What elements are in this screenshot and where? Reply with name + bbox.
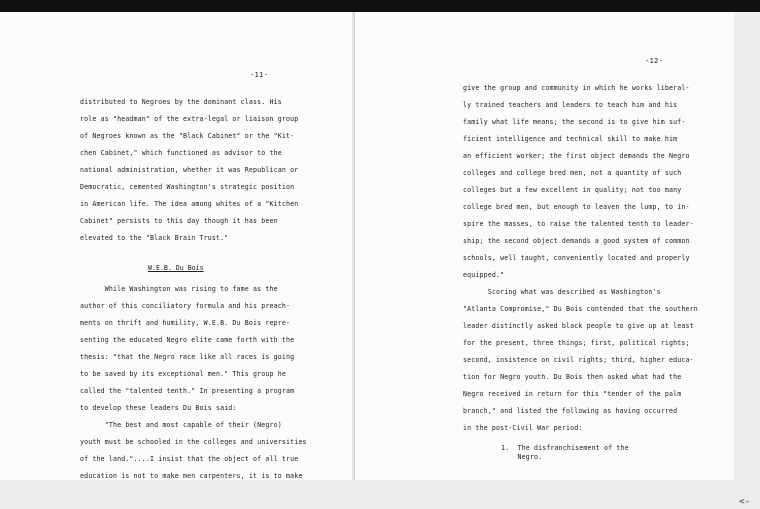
text-line: to be saved by its exceptional men." This group he bbox=[80, 370, 286, 378]
text-line: colleges and college bred men, not a quantity of such bbox=[463, 169, 682, 177]
text-line: college bred men, but enough to leaven the lump, to in- bbox=[463, 203, 690, 211]
text-line: ly trained teachers and leaders to teach him and his bbox=[463, 101, 678, 109]
list-item: Negro. bbox=[501, 453, 543, 461]
text-line: elevated to the "Black Brain Trust." bbox=[80, 234, 229, 242]
scan-bottom-strip bbox=[0, 480, 760, 509]
text-line: Democratic, cemented Washington's strategic position bbox=[80, 183, 295, 191]
text-line: ficient intelligence and technical skill to make him bbox=[463, 135, 678, 143]
quote-line: education is not to make men carpenters, it is to make bbox=[80, 472, 303, 480]
margin-arrow-mark: <- bbox=[739, 497, 750, 507]
text-line: in American life. The idea among whites of a "Kitchen bbox=[80, 200, 299, 208]
right-page bbox=[354, 12, 735, 480]
text-line: called the "talented tenth." In presenting a program bbox=[80, 387, 295, 395]
text-line: branch," and listed the following as having occurred bbox=[463, 407, 678, 415]
text-line: senting the educated Negro elite came forth with the bbox=[80, 336, 295, 344]
quote-line: of the land."....I insist that the object of all true bbox=[80, 455, 299, 463]
text-line: colleges but a few excellent in quality; not too many bbox=[463, 186, 682, 194]
text-line: distributed to Negroes by the dominant class. His bbox=[80, 98, 282, 106]
text-line: Scoring what was described as Washington's bbox=[463, 288, 661, 296]
text-line: leader distinctly asked black people to give up at least bbox=[463, 322, 694, 330]
text-line: While Washington was rising to fame as the bbox=[80, 285, 278, 293]
text-line: family what life means; the second is to give him suf- bbox=[463, 118, 686, 126]
text-line: equipped." bbox=[463, 271, 505, 279]
text-line: of Negroes known as the "Black Cabinet" or the "Kit- bbox=[80, 132, 295, 140]
section-heading: W.E.B. Du Bois bbox=[148, 264, 204, 272]
quote-line: "The best and most capable of their (Negro) bbox=[80, 421, 282, 429]
left-page bbox=[0, 12, 352, 480]
text-line: schools, well taught, conveniently located and properly bbox=[463, 254, 690, 262]
text-line: national administration, whether it was Republican or bbox=[80, 166, 299, 174]
text-line: thesis: "that the Negro race like all races is going bbox=[80, 353, 295, 361]
text-line: Cabinet" persists to this day though it has been bbox=[80, 217, 278, 225]
text-line: in the post-Civil War period: bbox=[463, 424, 583, 432]
text-line: tion for Negro youth. Du Bois then asked what had the bbox=[463, 373, 682, 381]
scan-right-margin bbox=[734, 12, 760, 509]
text-line: ship; the second object demands a good system of common bbox=[463, 237, 690, 245]
text-line: role as "headman" of the extra-legal or liaison group bbox=[80, 115, 299, 123]
text-line: chen Cabinet," which functioned as advisor to the bbox=[80, 149, 282, 157]
text-line: for the present, three things; first, political rights; bbox=[463, 339, 690, 347]
text-line: to develop these leaders Du Bois said: bbox=[80, 404, 237, 412]
page-number-left: -11- bbox=[250, 70, 269, 79]
page-number-right: -12- bbox=[645, 56, 664, 65]
text-line: "Atlanta Compromise," Du Bois contended that the southern bbox=[463, 305, 698, 313]
text-line: Negro received in return for this "tender of the palm bbox=[463, 390, 682, 398]
scan-top-edge bbox=[0, 0, 760, 12]
quote-line: youth must be schooled in the colleges and universities bbox=[80, 438, 307, 446]
text-line: give the group and community in which he works liberal- bbox=[463, 84, 690, 92]
list-item: 1. The disfranchisement of the bbox=[501, 444, 629, 452]
text-line: ments on thrift and humility, W.E.B. Du Bois repre- bbox=[80, 319, 291, 327]
text-line: author of this conciliatory formula and his preach- bbox=[80, 302, 291, 310]
text-line: an efficient worker; the first object demands the Negro bbox=[463, 152, 690, 160]
text-line: second, insistence on civil rights; third, higher educa- bbox=[463, 356, 694, 364]
text-line: spire the masses, to raise the talented tenth to leader- bbox=[463, 220, 694, 228]
